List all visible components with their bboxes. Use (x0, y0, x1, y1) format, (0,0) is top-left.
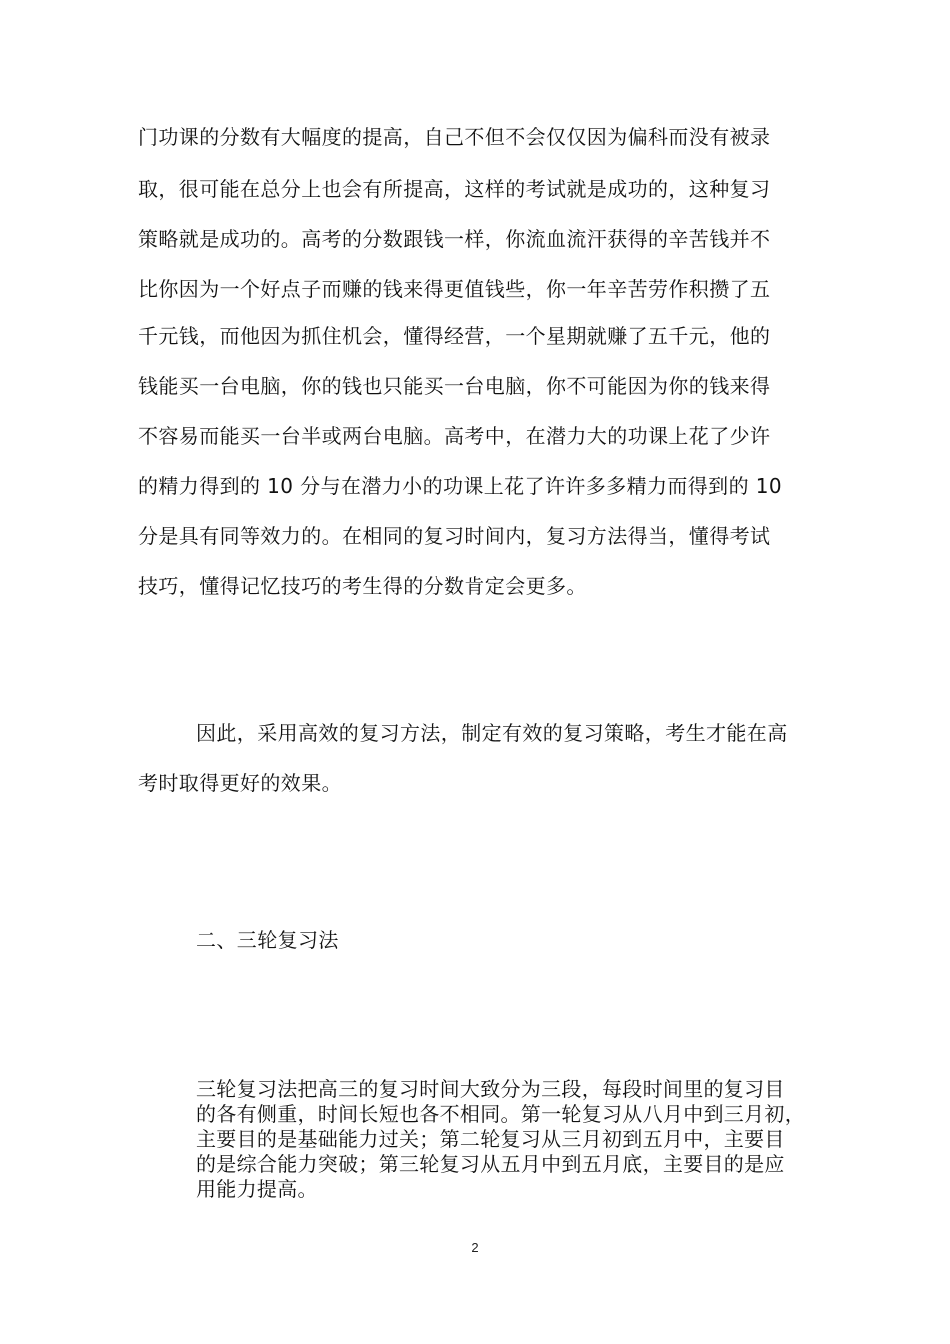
text-line: 技巧，懂得记忆技巧的考生得的分数肯定会更多。 (138, 574, 587, 598)
text-line: 三轮复习法把高三的复习时间大致分为三段，每段时间里的复习目 (196, 1077, 785, 1101)
text-line: 因此，采用高效的复习方法，制定有效的复习策略，考生才能在高 (196, 721, 788, 745)
text-line: 千元钱，而他因为抓住机会，懂得经营，一个星期就赚了五千元，他的 (138, 324, 771, 348)
text-line: 考时取得更好的效果。 (138, 771, 342, 795)
text-line: 取，很可能在总分上也会有所提高，这样的考试就是成功的，这种复习 (138, 177, 771, 201)
text-line: 用能力提高。 (196, 1177, 318, 1201)
section-heading: 二、三轮复习法 (196, 928, 339, 952)
text-line: 比你因为一个好点子而赚的钱来得更值钱些，你一年辛苦劳作积攒了五 (138, 277, 771, 301)
text-line: 的是综合能力突破；第三轮复习从五月中到五月底，主要目的是应 (196, 1152, 785, 1176)
text-line: 的精力得到的 10 分与在潜力小的功课上花了许许多多精力而得到的 10 (138, 474, 782, 498)
text-line: 钱能买一台电脑，你的钱也只能买一台电脑，你不可能因为你的钱来得 (138, 374, 771, 398)
text-line: 的各有侧重，时间长短也各不相同。第一轮复习从八月中到三月初， (196, 1102, 805, 1126)
text-line: 主要目的是基础能力过关；第二轮复习从三月初到五月中，主要目 (196, 1127, 785, 1151)
text-line: 不容易而能买一台半或两台电脑。高考中，在潜力大的功课上花了少许 (138, 424, 771, 448)
text-line: 门功课的分数有大幅度的提高，自己不但不会仅仅因为偏科而没有被录 (138, 125, 771, 149)
page-number: 2 (471, 1240, 479, 1255)
text-line: 分是具有同等效力的。在相同的复习时间内，复习方法得当，懂得考试 (138, 524, 771, 548)
text-line: 策略就是成功的。高考的分数跟钱一样，你流血流汗获得的辛苦钱并不 (138, 227, 771, 251)
